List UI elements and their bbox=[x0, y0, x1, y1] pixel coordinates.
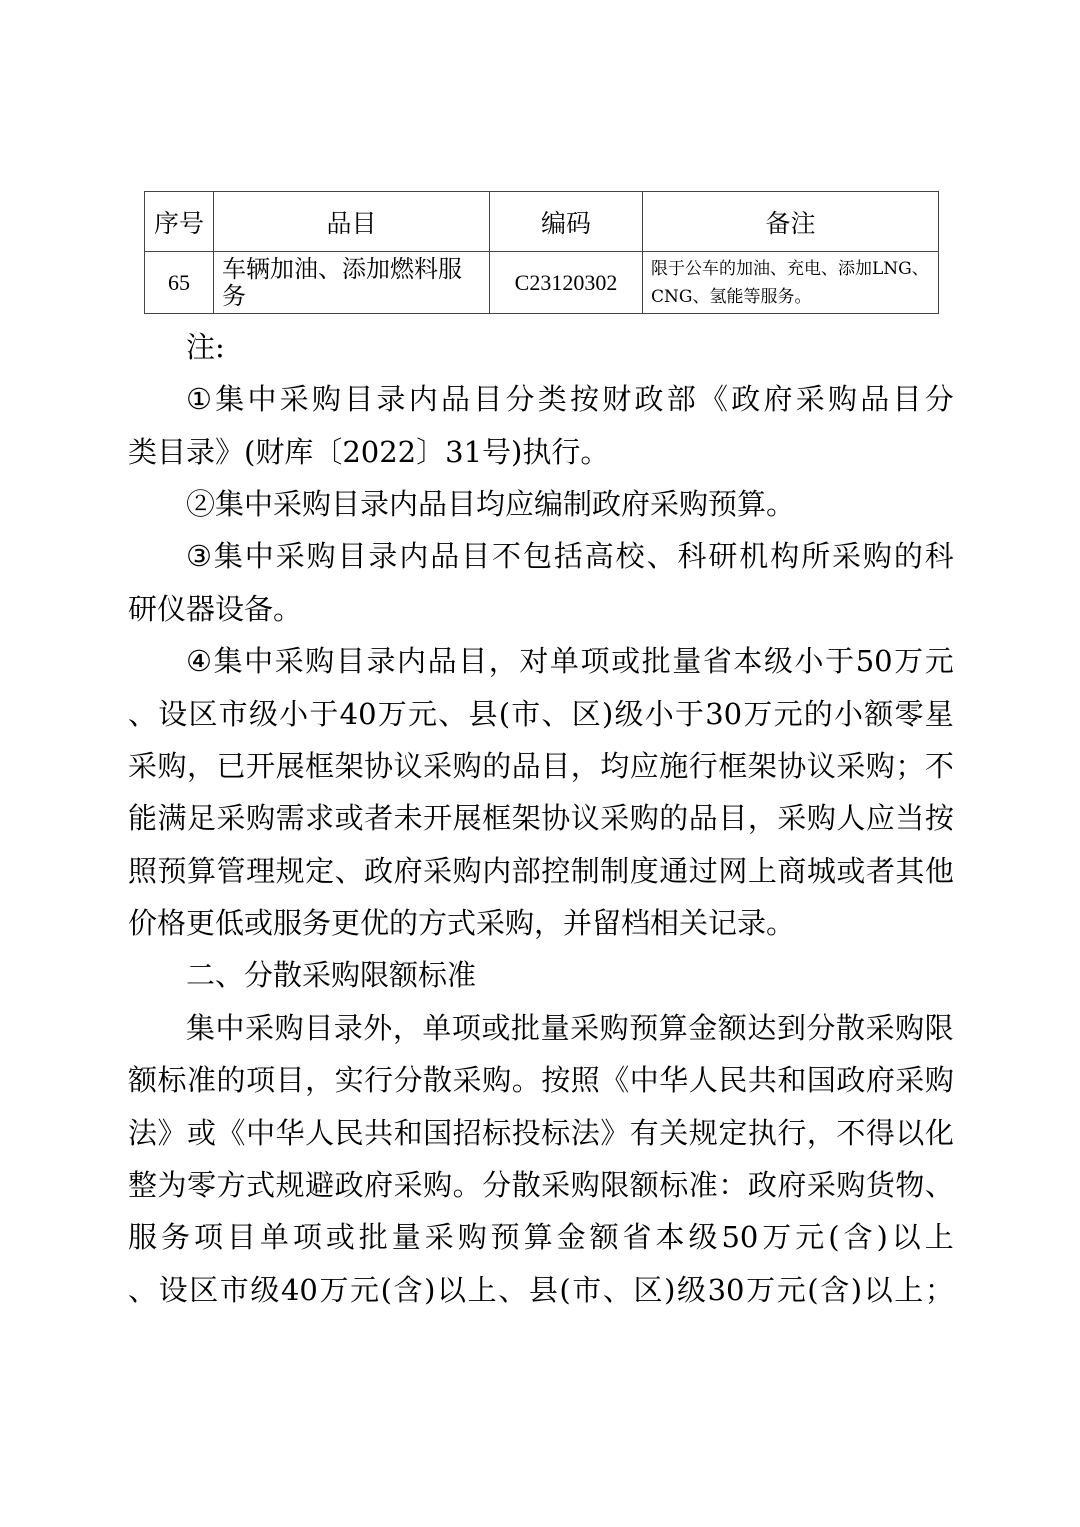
cell-remark: 限于公车的加油、充电、添加LNG、CNG、氢能等服务。 bbox=[643, 252, 939, 314]
text-line: 价格更低或服务更优的方式采购，并留档相关记录。 bbox=[128, 906, 796, 940]
header-code: 编码 bbox=[490, 192, 643, 252]
table-header-row bbox=[145, 192, 939, 252]
text-line: 采 购 ， 已 开 展 框 架 协 议 采 购 的 品 目 ， 均 应 施 行 框 架 协 议 采 购 ； 不 bbox=[128, 749, 954, 783]
text-line: 服 务 项 目 单 项 或 批 量 采 购 预 算 金 额 省 本 级 50 万 元 ( 含 ) 以 上 bbox=[128, 1220, 954, 1254]
text-line: ① 集 中 采 购 目 录 内 品 目 分 类 按 财 政 部 《 政 府 采 购 品 目 分 bbox=[186, 382, 954, 416]
header-item: 品目 bbox=[214, 192, 490, 252]
text-line: 额 标 准 的 项 目 ， 实 行 分 散 采 购 。 按 照 《 中 华 人 民 共 和 国 政 府 采 购 bbox=[128, 1063, 954, 1097]
header-remark: 备注 bbox=[643, 192, 939, 252]
text-line: ②集中采购目录内品目均应编制政府采购预算。 bbox=[186, 487, 796, 521]
text-line: 、 设 区 市 级 40 万 元 ( 含 ) 以 上 、 县 ( 市 、 区 ) 级 30 万 元 ( 含 ) 以 上 ； bbox=[128, 1273, 954, 1307]
text-line: 能 满 足 采 购 需 求 或 者 未 开 展 框 架 协 议 采 购 的 品 目 ， 采 购 人 应 当 按 bbox=[128, 801, 954, 835]
header-serial: 序号 bbox=[145, 192, 214, 252]
text-line: 、 设 区 市 级 小 于 40 万 元 、 县 ( 市 、 区 ) 级 小 于 30 万 元 的 小 额 零 星 bbox=[128, 697, 954, 731]
text-line: 整 为 零 方 式 规 避 政 府 采 购 。 分 散 采 购 限 额 标 准 ： 政 府 采 购 货 物 、 bbox=[128, 1168, 954, 1202]
text-line: ③ 集 中 采 购 目 录 内 品 目 不 包 括 高 校 、 科 研 机 构 所 采 购 的 科 bbox=[186, 539, 954, 573]
notes-heading: 注: bbox=[186, 330, 225, 364]
section-2-heading: 二、分散采购限额标准 bbox=[186, 958, 477, 992]
table-row bbox=[145, 252, 939, 314]
procurement-catalog-table bbox=[144, 191, 939, 314]
cell-code: C23120302 bbox=[490, 252, 643, 314]
text-line: 照 预 算 管 理 规 定 、 政 府 采 购 内 部 控 制 制 度 通 过 网 上 商 城 或 者 其 他 bbox=[128, 854, 954, 888]
text-line: 集 中 采 购 目 录 外 ， 单 项 或 批 量 采 购 预 算 金 额 达 到 分 散 采 购 限 bbox=[186, 1011, 954, 1045]
text-line: ④ 集 中 采 购 目 录 内 品 目 ， 对 单 项 或 批 量 省 本 级 小 于 50 万 元 bbox=[186, 644, 954, 678]
cell-serial: 65 bbox=[145, 252, 214, 314]
cell-item: 车辆加油、添加燃料服务 bbox=[214, 252, 490, 314]
text-line: 研仪器设备。 bbox=[128, 592, 303, 626]
text-line: 法 》 或 《 中 华 人 民 共 和 国 招 标 投 标 法 》 有 关 规 定 执 行 ， 不 得 以 化 bbox=[128, 1116, 954, 1150]
text-line: 类目录》(财库〔2022〕31号)执行。 bbox=[128, 435, 610, 469]
